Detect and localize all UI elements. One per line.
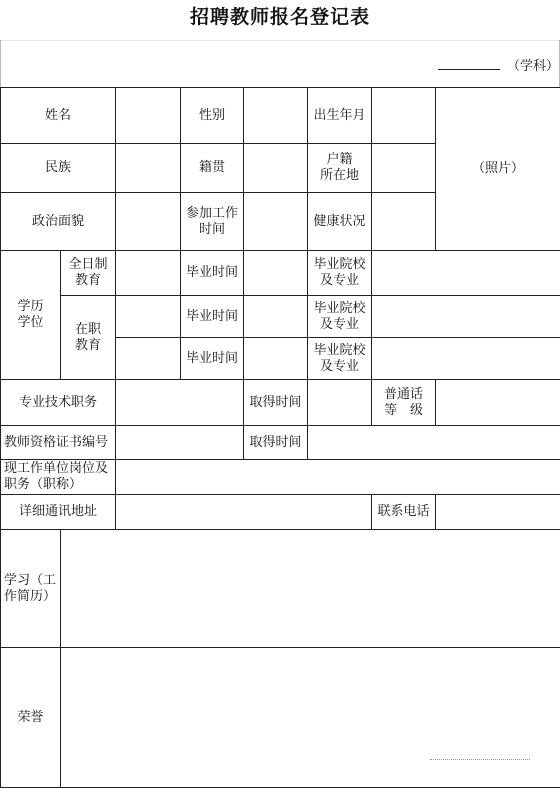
political-status-label: 政治面貌 (1, 193, 116, 251)
mandarin-level-label: 普通话 等 级 (372, 380, 436, 426)
registration-table (0, 87, 560, 788)
inservice-grad-time-field-2[interactable] (244, 338, 308, 380)
tech-title-label: 专业技术职务 (1, 380, 116, 426)
current-job-label: 现工作单位岗位及 职务（职称） (1, 460, 116, 495)
native-place-label: 籍贯 (181, 144, 244, 193)
address-field[interactable] (116, 495, 372, 530)
inservice-grad-time-field-1[interactable] (244, 296, 308, 338)
resume-field[interactable] (61, 530, 560, 648)
health-label: 健康状况 (308, 193, 372, 251)
fulltime-grad-school-field[interactable] (372, 251, 560, 296)
tech-title-obtain-time-field[interactable] (308, 380, 372, 426)
phone-label: 联系电话 (372, 495, 436, 530)
fulltime-degree-field[interactable] (116, 251, 181, 296)
inservice-grad-school-label-1: 毕业院校 及专业 (308, 296, 372, 338)
work-start-field[interactable] (244, 193, 308, 251)
native-place-field[interactable] (244, 144, 308, 193)
work-start-label: 参加工作 时间 (181, 193, 244, 251)
birth-label: 出生年月 (308, 88, 372, 144)
inservice-grad-school-field-2[interactable] (372, 338, 560, 380)
birth-field[interactable] (372, 88, 436, 144)
photo-box[interactable]: （照片） (436, 88, 560, 251)
subject-blank-line[interactable] (438, 69, 500, 70)
household-label: 户籍 所在地 (308, 144, 372, 193)
teacher-cert-field[interactable] (116, 426, 244, 460)
name-label: 姓名 (1, 88, 116, 144)
mandarin-level-field[interactable] (436, 380, 560, 426)
form-title: 招聘教师报名登记表 (0, 0, 560, 41)
fulltime-grad-time-label: 毕业时间 (181, 251, 244, 296)
inservice-edu-label: 在职 教育 (61, 296, 116, 380)
inservice-grad-school-label-2: 毕业院校 及专业 (308, 338, 372, 380)
tech-title-field[interactable] (116, 380, 244, 426)
phone-field[interactable] (436, 495, 560, 530)
subject-label: （学科） (507, 55, 559, 74)
current-job-field[interactable] (116, 460, 560, 495)
cert-obtain-time-label: 取得时间 (244, 426, 308, 460)
tech-title-obtain-time-label: 取得时间 (244, 380, 308, 426)
political-status-field[interactable] (116, 193, 181, 251)
gender-field[interactable] (244, 88, 308, 144)
inservice-grad-school-field-1[interactable] (372, 296, 560, 338)
inservice-grad-time-label-2: 毕业时间 (181, 338, 244, 380)
honors-label: 荣誉 (1, 648, 61, 788)
fulltime-grad-school-label: 毕业院校 及专业 (308, 251, 372, 296)
ethnicity-label: 民族 (1, 144, 116, 193)
honors-field[interactable] (61, 648, 560, 788)
subject-row (0, 40, 560, 87)
teacher-cert-label: 教师资格证书编号 (1, 426, 116, 460)
health-field[interactable] (372, 193, 436, 251)
address-label: 详细通讯地址 (1, 495, 116, 530)
inservice-degree-field-1[interactable] (116, 296, 181, 338)
inservice-degree-field-2[interactable] (116, 338, 181, 380)
cert-obtain-time-field[interactable] (308, 426, 560, 460)
fulltime-grad-time-field[interactable] (244, 251, 308, 296)
fulltime-edu-label: 全日制 教育 (61, 251, 116, 296)
ethnicity-field[interactable] (116, 144, 181, 193)
inservice-grad-time-label-1: 毕业时间 (181, 296, 244, 338)
household-field[interactable] (372, 144, 436, 193)
education-label: 学历 学位 (1, 251, 61, 380)
gender-label: 性别 (181, 88, 244, 144)
name-field[interactable] (116, 88, 181, 144)
resume-label: 学习（工 作简历） (1, 530, 61, 648)
